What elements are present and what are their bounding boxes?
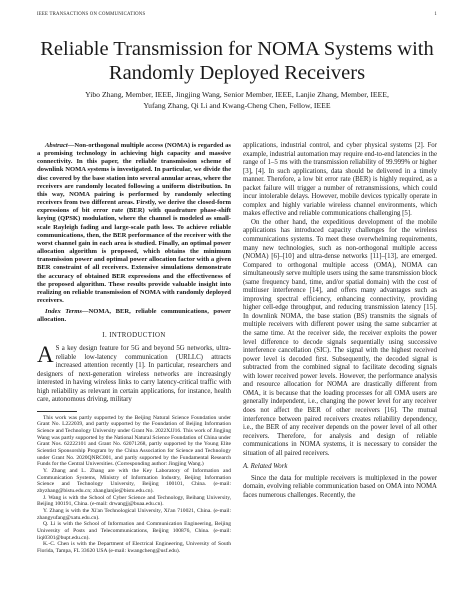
author-line: Yufang Zhang, Qi Li and Kwang-Cheng Chen, Fellow, IEEE [143,100,331,110]
introduction-paragraph [37,345,231,405]
author-list [55,90,419,111]
section-heading-introduction: I. INTRODUCTION [102,332,166,340]
footnote-affiliation: Y. Zhang is with the Xi'an Technological University, Xi'an 710021, China. (e-mail: zhangyufang@xatu.edu.cn). [37,508,231,521]
abstract [37,142,231,305]
footnote-funding: This work was partly supported by the Beijing Natural Science Foundation under Grant No. L222039, and partly supported by the Foundation of Beijing Information Science and Technology University under Grant No. 2022XJJ16. This work of Jingjing Wang was partly supported by the National Natural Science Foundation of China under Grant Nos. 62222101 and Grant No. 62071268, partly supported by the Young Elite Scientist Sponsorship Program by the China Association for Science and Technology under Grant No. 2020QNRC001, and partly supported by the Fundamental Research Funds for the Central Universities. (Corresponding author: Jingjing Wang.) [37,414,231,468]
index-terms [37,308,231,324]
footnote-affiliation: Y. Zhang and L. Zhang are with the Key Laboratory of Information and Communication Systems, Ministry of Information Industry, Beijing Information Science and Technology University, Beijing 100101, China. (e-mail: zbyzhang@bistu.edu.cn; zhanglanjie@bistu.edu.cn). [37,468,231,495]
index-terms-lead: Index Terms [45,308,82,316]
footnotes [37,415,231,555]
related-work-paragraph: Since the data for multiple receivers is multiplexed in the power domain, evolving reliable communication based on OMA into NOMA faces numerous challenges. Recently, the [243,474,437,499]
author-line: Yibo Zhang, Member, IEEE, Jingjing Wang, Senior Member, IEEE, Lanjie Zhang, Member, IEEE, [85,90,389,99]
abstract-lead: Abstract [45,142,68,149]
introduction-text: S a key design feature for 5G and beyond 5G networks, ultra-reliable low-latency communication (URLLC) attracts increased attention recently [1]. In particular, researchers and designers of next-generation wireless networks are increasingly interested in having wireless links to carry latency-critical traffic with high reliability as relevant in certain applications, for instance, health care, autonomous driving, military [37,344,231,404]
index-terms-text: —NOMA, BER, reliable communications, power allocation. [37,308,231,324]
page-number: 1 [434,12,437,17]
journal-name: IEEE TRANSACTIONS ON COMMUNICATIONS [37,12,146,17]
paper-title [40,37,434,85]
footnote-affiliation: K.-C. Chen is with the Department of Electrical Engineering, University of South Florida, Tampa, FL 33620 USA (e-mail: kwangcheng@usf.edu). [37,541,231,554]
body-paragraph: On the other hand, the expeditious development of the mobile applications has introduced capacity challenges for the wireless communications systems. To meet these overwhelming requirements, many new technologies, such as non-orthogonal multiple access (NOMA) [6]–[10] and ultra-dense networks [11]–[13], are emerged. Compared to orthogonal multiple access (OMA), NOMA can simultaneously serve multiple users using the same transmission block (same frequency band, time, and/or spatial domain) with the cost of multiuser interference [14], and offers many advantages such as improving spectral efficiency, enhancing connectivity, providing higher cell-edge throughput, and reducing transmission latency [15]. In downlink NOMA, the base station (BS) transmits the signals of multiple receivers with different power using the same subcarrier at the same time. At the receiver side, the receiver exploits the power level difference to decode signals sequentially using successive interference cancellation (SIC). The signal with the highest received power level is decoded first. Subsequently, the decoded signal is subtracted from the combined signal to facilitate decoding signals with lower received power levels. However, the performance analysis and resource allocation for NOMA are drastically different from OMA, it is because that the loading processes for all OMA users are generally independent, i.e., changing the power level for any receiver does not affect the BER of other receivers [16]. The mutual interference between paired receivers creates reliability dependency, i.e., the BER of any receiver depends on the power level of all other receivers. Therefore, for analysis and design of reliable communications in NOMA systems, it is necessary to consider the situation of all paired receivers. [243,218,437,457]
abstract-text: —Non-orthogonal multiple access (NOMA) is regarded as a promising technology in achieving high capacity and massive connectivity. In this paper, the reliable transmission scheme of downlink NOMA systems is investigated. In particular, we divide the disc covered by the base station into several annular areas, where the receivers are randomly located following a uniform distribution. In this way, NOMA pairing is performed by randomly selecting receivers from two different areas. Firstly, we derive the closed-form expressions of bit error rate (BER) with quadrature phase-shift keying (QPSK) modulation, where the channel is modeled as small-scale Rayleigh fading and large-scale path loss. To achieve reliable communications, then, the BER performance of the receiver with the worst channel gain in each area is studied. Finally, an optimal power allocation algorithm is proposed, which obtains the minimum transmission power and optimal power allocation factor with a given BER constraint of all receivers. Extensive simulations demonstrate the accuracy of obtained BER expressions and the effectiveness of the proposed algorithm. These results provide valuable insight into realizing on reliable transmission of NOMA with randomly deployed receivers. [37,142,231,304]
left-column [37,142,231,555]
drop-cap: A [37,344,54,367]
subsection-heading-related-work: A. Related Work [243,463,288,471]
footnote-divider [37,411,77,412]
footnote-affiliation: Q. Li is with the School of Information and Communication Engineering, Beijing University of Posts and Telecommunications, Beijing 100876, China. (e-mail: liqi0301@bupt.edu.cn). [37,521,231,541]
running-head [37,12,437,20]
title-line: Randomly Deployed Receivers [108,62,366,84]
body-paragraph: applications, industrial control, and cyber physical systems [2]. For example, industrial automation may require end-to-end latencies in the range of 1–5 ms with the transmission reliability of 99.999% or higher [3], [4]. In such applications, data should be delivered in a timely manner. Therefore, a low bit error rate (BER) is highly required, as a packet failure will trigger a number of retransmissions, which could incur intolerable delays. However, mobile devices typically operate in complex and highly variable wireless channel environments, which makes effective and reliable communications challenging [5]. [243,142,437,218]
right-column [243,142,437,500]
title-line: Reliable Transmission for NOMA Systems with [40,38,434,60]
footnote-affiliation: J. Wang is with the School of Cyber Science and Technology, Beihang University, Beijing 100191, China. (e-mail: drwangjj@buaa.edu.cn). [37,494,231,508]
